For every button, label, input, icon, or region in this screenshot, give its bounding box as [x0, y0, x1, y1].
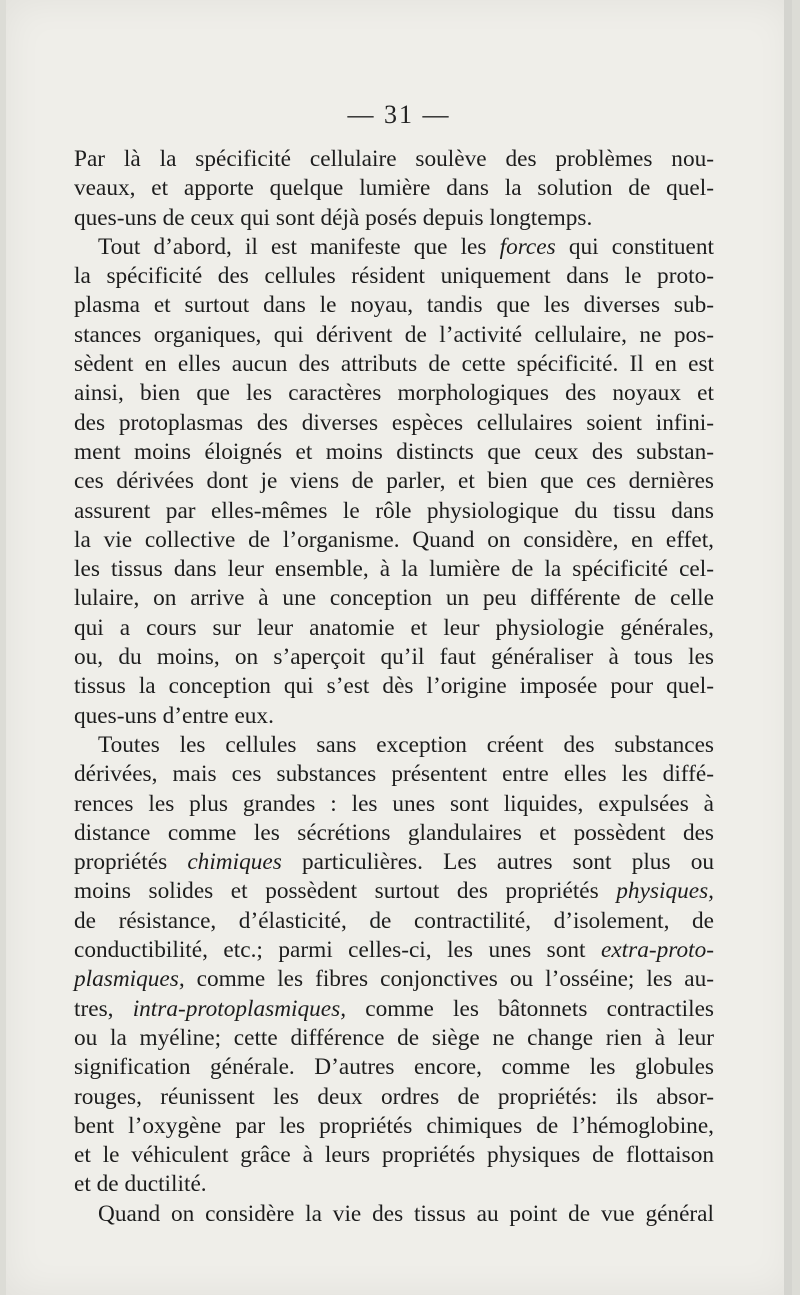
page-number: — 31 — [347, 100, 451, 129]
text-run: rences les plus grandes : les unes sont liquides, expulsées à [74, 790, 714, 817]
text-line [74, 790, 714, 819]
text-line [74, 438, 714, 467]
page-edge [784, 0, 792, 1295]
text-run: ques-uns de ceux qui sont déjà posés depuis longtemps. [74, 204, 593, 231]
text-run: tissus la conception qui s’est dès l’origine imposée pour quel- [74, 673, 714, 700]
text-run: lulaire, on arrive à une conception un peu différente de celle [74, 585, 714, 612]
text-run: comme les fibres conjonctives ou l’osséine; les au- [184, 966, 714, 993]
text-line [74, 497, 714, 526]
text-run: plasma et surtout dans le noyau, tandis que les diverses sub- [74, 292, 714, 319]
text-run: assurent par elles-mêmes le rôle physiologique du tissu dans [74, 497, 714, 524]
text-line [74, 379, 714, 408]
text-line [74, 1170, 714, 1199]
text-line [74, 262, 714, 291]
text-run: qui constituent [555, 233, 714, 260]
text-line [74, 291, 714, 320]
text-line [74, 702, 714, 731]
text-run: des protoplasmas des diverses espèces cellulaires soient infini- [74, 409, 714, 436]
text-line [74, 995, 714, 1024]
text-line [74, 848, 714, 877]
text-run: ques-uns d’entre eux. [74, 702, 274, 729]
text-run: Quand on considère la vie des tissus au point de vue général [98, 1200, 714, 1227]
text-run: qui a cours sur leur anatomie et leur physiologie générales, [74, 614, 714, 641]
text-run: comme les bâtonnets contractiles [346, 995, 715, 1022]
book-page [6, 0, 792, 1295]
text-run: signification générale. D’autres encore, comme les globules [74, 1054, 714, 1081]
text-line [74, 1083, 714, 1112]
text-line [74, 672, 714, 701]
italic-term: forces [499, 233, 556, 260]
text-run: rouges, réunissent les deux ordres de propriétés: ils absor- [74, 1083, 714, 1110]
text-line [74, 760, 714, 789]
text-line [74, 233, 714, 262]
text-run: propriétés [74, 849, 188, 876]
text-line [74, 1024, 714, 1053]
text-line [74, 526, 714, 555]
text-line [74, 409, 714, 438]
text-line [74, 643, 714, 672]
italic-term: extra-proto- [600, 937, 714, 964]
text-run: particulières. Les autres sont plus ou [281, 849, 714, 876]
text-line [74, 877, 714, 906]
text-line [74, 174, 714, 203]
text-run: ou, du moins, on s’aperçoit qu’il faut généraliser à tous les [74, 644, 714, 671]
text-line [74, 1200, 714, 1229]
text-line [74, 555, 714, 584]
text-run: stances organiques, qui dérivent de l’activité cellulaire, ne pos- [74, 321, 714, 348]
text-run: Par là la spécificité cellulaire soulève des problèmes nou- [74, 146, 714, 172]
text-run: la vie collective de l’organisme. Quand on considère, en effet, [74, 526, 714, 553]
text-line [74, 1053, 714, 1082]
text-line [74, 145, 714, 174]
text-run: sèdent en elles aucun des attributs de cette spécificité. Il en est [74, 351, 714, 378]
text-run: tres, [74, 995, 133, 1022]
text-run: la spécificité des cellules résident uniquement dans le proto- [74, 263, 714, 290]
text-line [74, 204, 714, 233]
text-line [74, 614, 714, 643]
text-line [74, 1112, 714, 1141]
text-line [74, 907, 714, 936]
text-run: et de ductilité. [74, 1171, 207, 1198]
text-line [74, 321, 714, 350]
text-run: ment moins éloignés et moins distincts que ceux des substan- [74, 438, 714, 465]
italic-term: intra-protoplasmiques, [132, 995, 347, 1022]
text-line [74, 1141, 714, 1170]
text-run: moins solides et possèdent surtout des propriétés [74, 878, 617, 905]
text-run: ainsi, bien que les caractères morphologiques des noyaux et [74, 380, 714, 407]
text-run: et le véhiculent grâce à leurs propriétés physiques de flottaison [74, 1142, 714, 1169]
text-run: ces dérivées dont je viens de parler, et bien que ces dernières [74, 468, 714, 495]
italic-term: chimiques [187, 849, 282, 876]
body-text [74, 145, 714, 1229]
text-line [74, 584, 714, 613]
italic-term: plasmiques, [74, 966, 185, 993]
text-line [74, 965, 714, 994]
text-run: les tissus dans leur ensemble, à la lumière de la spécificité cel- [74, 556, 714, 583]
text-run: conductibilité, etc.; parmi celles-ci, les unes sont [74, 937, 601, 964]
text-line [74, 467, 714, 496]
text-line [74, 350, 714, 379]
text-run: Toutes les cellules sans exception créent des substances [98, 731, 714, 758]
text-line [74, 731, 714, 760]
text-run: Tout d’abord, il est manifeste que les [98, 233, 500, 260]
text-run: distance comme les sécrétions glandulaires et possèdent des [74, 819, 714, 846]
text-run: bent l’oxygène par les propriétés chimiques de l’hémoglobine, [74, 1112, 714, 1139]
italic-term: physiques, [616, 878, 714, 905]
text-run: ou la myéline; cette différence de siège ne change rien à leur [74, 1024, 714, 1051]
text-line [74, 936, 714, 965]
text-run: de résistance, d’élasticité, de contractilité, d’isolement, de [74, 907, 714, 934]
text-run: veaux, et apporte quelque lumière dans la solution de quel- [74, 175, 714, 202]
text-line [74, 819, 714, 848]
text-run: dérivées, mais ces substances présentent entre elles les diffé- [74, 761, 714, 788]
